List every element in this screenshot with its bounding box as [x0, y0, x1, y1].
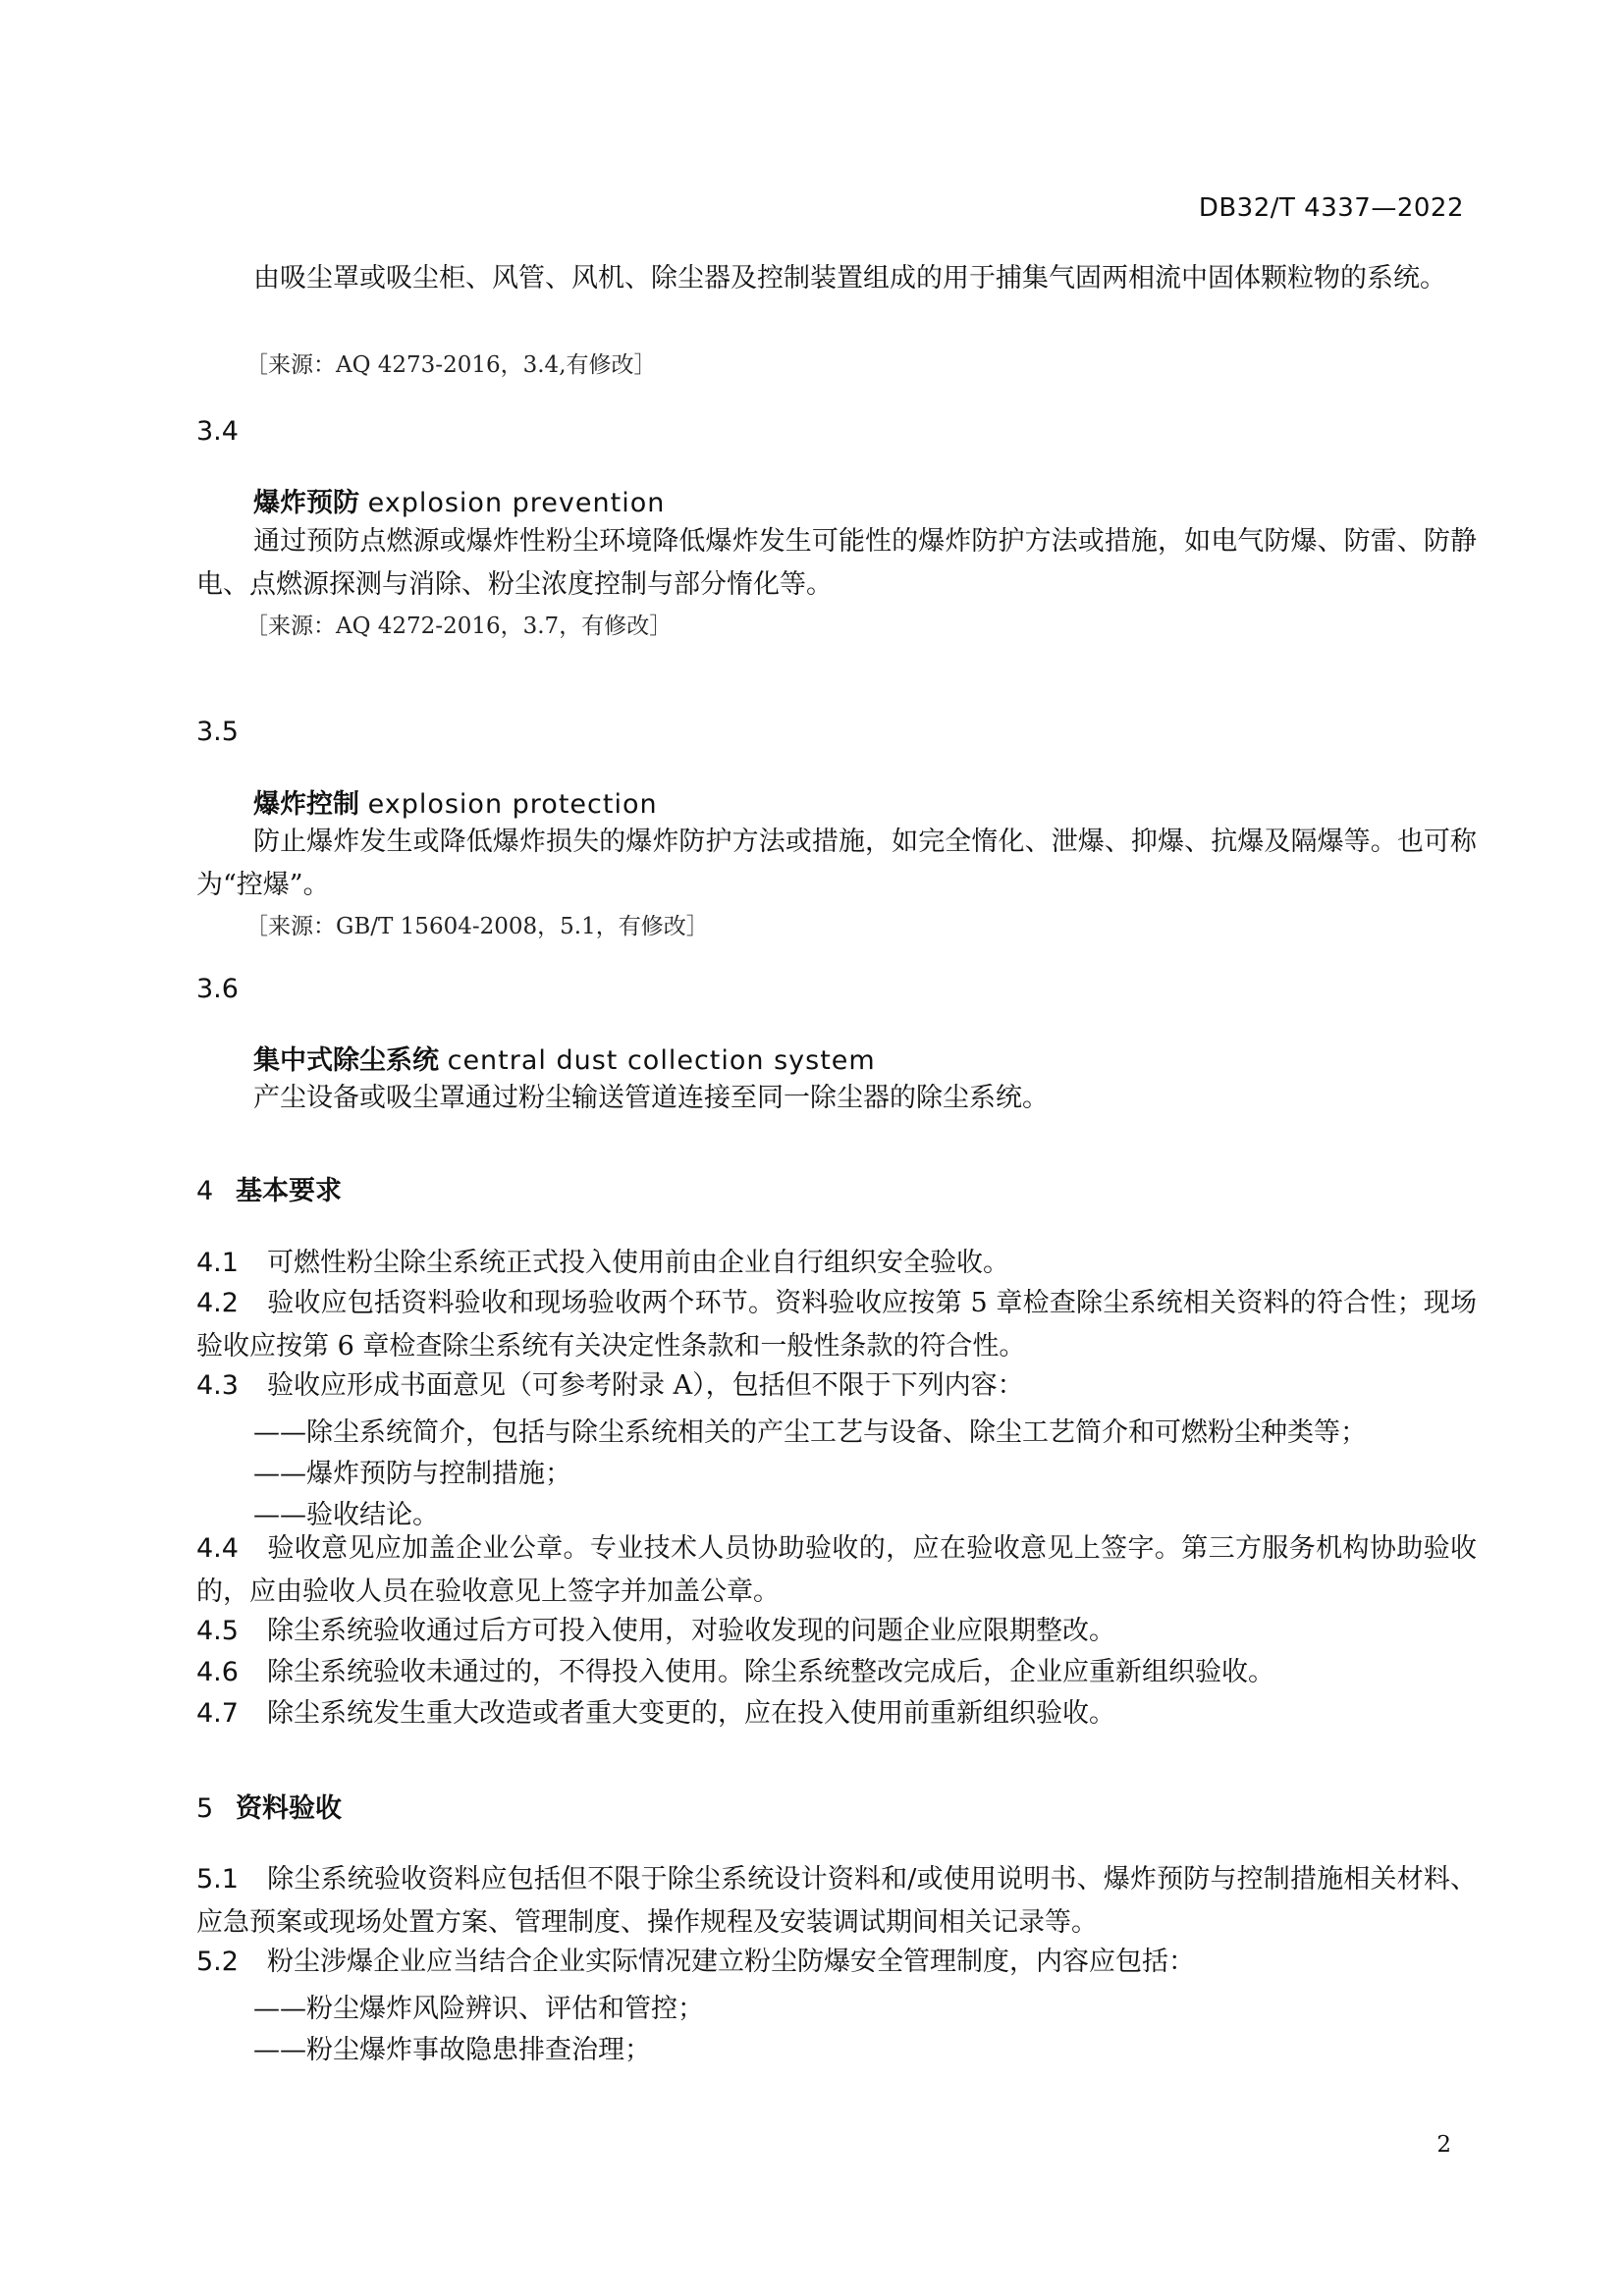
page-number: 2 — [1436, 2132, 1451, 2158]
term-definition-3-6: 产尘设备或吸尘罩通过粉尘输送管道连接至同一除尘器的除尘系统。 — [253, 1083, 1049, 1113]
clause-number: 5.2 — [196, 1947, 239, 1977]
list-item: ——验收结论。 — [253, 1500, 439, 1530]
clause-text: 验收意见应加盖企业公章。专业技术人员协助验收的，应在验收意见上签字。第三方服务机构协助验收的，应由验收人员在验收意见上签字并加盖公章。 — [196, 1533, 1477, 1607]
section-number: 5 — [196, 1793, 214, 1824]
clause-text: 粉尘涉爆企业应当结合企业实际情况建立粉尘防爆安全管理制度，内容应包括： — [267, 1947, 1195, 1977]
section-title: 资料验收 — [236, 1793, 342, 1824]
clause-text: 验收应包括资料验收和现场验收两个环节。资料验收应按第 5 章检查除尘系统相关资料的符合性；现场验收应按第 6 章检查除尘系统有关决定性条款和一般性条款的符合性。 — [196, 1288, 1477, 1362]
clause-text: 除尘系统验收未通过的，不得投入使用。除尘系统整改完成后，企业应重新组织验收。 — [267, 1657, 1274, 1687]
section-5-heading — [196, 1787, 342, 1825]
clause-number: 4.3 — [196, 1370, 239, 1401]
clause-text: 可燃性粉尘除尘系统正式投入使用前由企业自行组织安全验收。 — [267, 1248, 1009, 1278]
clause-number: 4.1 — [196, 1248, 239, 1278]
clause-4-4 — [196, 1527, 1477, 1614]
standard-code: DB32/T 4337—2022 — [1198, 193, 1464, 223]
term-source-3-4: ［来源：AQ 4272-2016，3.7，有修改］ — [245, 614, 673, 639]
list-item: ——爆炸预防与控制措施； — [253, 1459, 571, 1489]
continuation-source: ［来源：AQ 4273-2016，3.4,有修改］ — [245, 352, 657, 378]
term-definition-3-4: 通过预防点燃源或爆炸性粉尘环境降低爆炸发生可能性的爆炸防护方法或措施，如电气防爆、防雷、防静电、点燃源探测与消除、粉尘浓度控制与部分惰化等。 — [196, 526, 1477, 600]
clause-4-3 — [196, 1364, 1477, 1408]
term-title-3-5 — [253, 782, 658, 821]
section-title: 基本要求 — [236, 1176, 342, 1206]
clause-4-6 — [196, 1651, 1477, 1694]
clause-number: 4.5 — [196, 1616, 239, 1646]
clause-4-1 — [196, 1242, 1477, 1285]
term-en: central dust collection system — [447, 1045, 876, 1076]
clause-text: 除尘系统验收通过后方可投入使用，对验收发现的问题企业应限期整改。 — [267, 1616, 1115, 1646]
term-cn: 爆炸预防 — [253, 488, 359, 518]
term-en: explosion prevention — [367, 488, 666, 518]
clause-number: 4.7 — [196, 1698, 239, 1729]
clause-4-7 — [196, 1692, 1477, 1735]
term-en: explosion protection — [367, 789, 658, 820]
term-number-3-5: 3.5 — [196, 717, 239, 747]
list-item: ——粉尘爆炸事故隐患排查治理； — [253, 2035, 651, 2065]
term-number-3-4: 3.4 — [196, 416, 239, 447]
term-title-3-4 — [253, 481, 665, 519]
clause-5-2 — [196, 1941, 1477, 1984]
term-cn: 集中式除尘系统 — [253, 1045, 439, 1076]
clause-number: 4.4 — [196, 1533, 239, 1564]
term-title-3-6 — [253, 1039, 876, 1077]
clause-text: 验收应形成书面意见（可参考附录 A），包括但不限于下列内容： — [267, 1370, 1024, 1401]
list-item: ——除尘系统简介，包括与除尘系统相关的产尘工艺与设备、除尘工艺简介和可燃粉尘种类等； — [253, 1417, 1367, 1448]
continuation-definition: 由吸尘罩或吸尘柜、风管、风机、除尘器及控制装置组成的用于捕集气固两相流中固体颗粒物的系统。 — [253, 263, 1446, 294]
clause-4-5 — [196, 1610, 1477, 1653]
term-number-3-6: 3.6 — [196, 974, 239, 1004]
clause-number: 5.1 — [196, 1864, 239, 1895]
clause-4-2 — [196, 1282, 1477, 1368]
section-4-heading — [196, 1169, 342, 1207]
list-item: ——粉尘爆炸风险辨识、评估和管控； — [253, 1994, 704, 2024]
term-cn: 爆炸控制 — [253, 789, 359, 820]
term-source-3-5: ［来源：GB/T 15604-2008，5.1，有修改］ — [245, 914, 709, 939]
clause-number: 4.2 — [196, 1288, 239, 1318]
clause-5-1 — [196, 1858, 1477, 1945]
clause-text: 除尘系统发生重大改造或者重大变更的，应在投入使用前重新组织验收。 — [267, 1698, 1115, 1729]
section-number: 4 — [196, 1176, 214, 1206]
clause-number: 4.6 — [196, 1657, 239, 1687]
term-definition-3-5: 防止爆炸发生或降低爆炸损失的爆炸防护方法或措施，如完全惰化、泄爆、抑爆、抗爆及隔爆等。也可称为“控爆”。 — [196, 827, 1477, 900]
clause-text: 除尘系统验收资料应包括但不限于除尘系统设计资料和/或使用说明书、爆炸预防与控制措施相关材料、应急预案或现场处置方案、管理制度、操作规程及安装调试期间相关记录等。 — [196, 1864, 1477, 1938]
